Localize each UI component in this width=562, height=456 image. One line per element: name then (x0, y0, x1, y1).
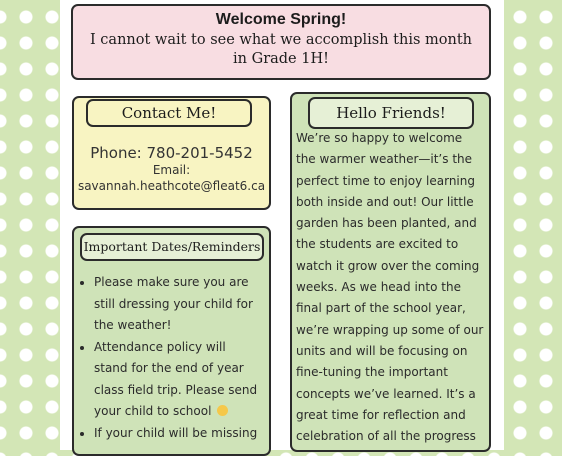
contact-box (72, 96, 271, 210)
welcome-title: Welcome Spring! (215, 11, 347, 28)
contact-email: savannah.heathcote@fleat6.ca (77, 179, 266, 193)
contact-email-label: Email: (152, 163, 191, 177)
list-item (94, 423, 261, 445)
important-dates-title: Important Dates/Reminders (80, 233, 264, 261)
list-item (94, 337, 261, 423)
smiley-face-icon (217, 405, 228, 416)
reminder-text: If your child will be missing (94, 425, 258, 440)
hello-friends-text: We’re so happy to welcome the warmer weather—it’s the perfect time to enjoy learning both inside and out! Our little garden has been planted, and the students are excited to watch it grow over the coming weeks. As we head into the final part of the school year, we’re wrapping up some of our units and will be focusing on fine-tuning the important concepts we’ve learned. It’s a great time for reflection and celebration of all the progress (296, 131, 484, 444)
contact-details (74, 144, 269, 194)
welcome-text: I cannot wait to see what we accomplish this month in Grade 1H! (89, 32, 473, 67)
welcome-box (71, 4, 491, 80)
list-item (94, 272, 261, 337)
reminders-list (74, 272, 269, 444)
reminder-text: Please make sure you are still dressing your child for the weather! (94, 275, 253, 332)
reminder-text: Attendance policy will stand for the end of year class field trip. Please send your child to school (94, 339, 258, 418)
hello-friends-title: Hello Friends! (308, 97, 474, 129)
important-dates-box (72, 226, 271, 456)
contact-title: Contact Me! (86, 99, 252, 127)
contact-phone: Phone: 780-201-5452 (90, 144, 253, 162)
hello-friends-box (290, 92, 491, 452)
